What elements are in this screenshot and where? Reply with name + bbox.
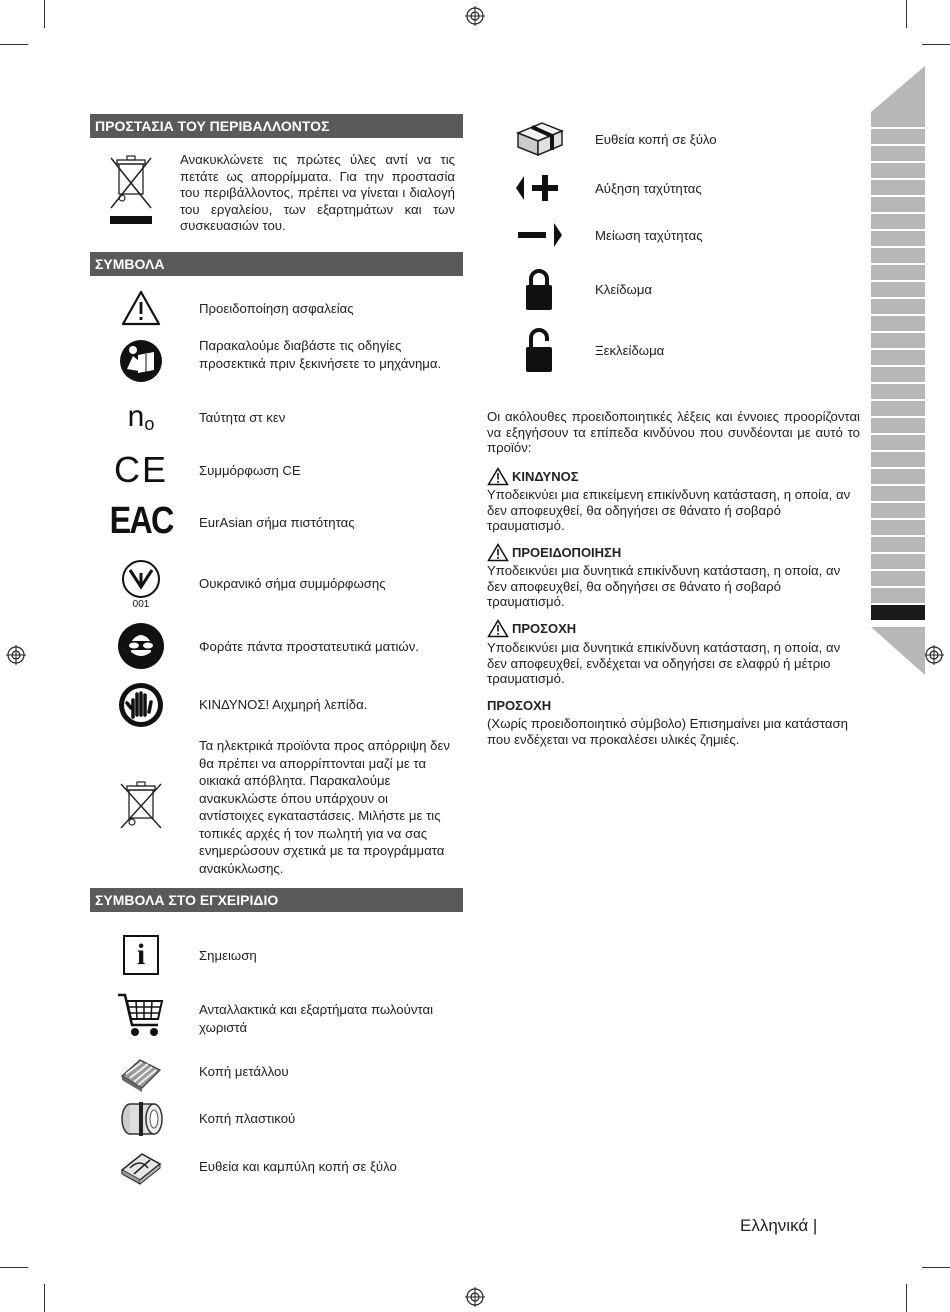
no-load-speed-icon <box>108 392 174 442</box>
no-load-speed-subscript: o <box>144 413 155 434</box>
language-tab <box>871 180 925 197</box>
section-heading-environment: ΠΡΟΣΤΑΣΙΑ ΤΟΥ ΠΕΡΙΒΑΛΛΟΝΤΟΣ <box>90 114 463 138</box>
symbol-text: Τα ηλεκτρικά προϊόντα προς απόρριψη δεν θα πρέπει να απορρίπτονται μαζί με τα οικιακά απόβλητα. Παρακαλούμε ανακυκλώστε όπου υπάρχουν οι αντίστοιχες εγκαταστάσεις. Μιλήστε με τις τοπικές αρχές ή τον πωλητή για να σας ενημερώσουν σχετικά με τα προγράμματα ανακύκλωσης. <box>199 738 450 876</box>
language-tab <box>871 248 925 265</box>
signal-text: Υποδεικνύει μια δυνητικά επικίνδυνη κατάσταση, η οποία, αν δεν αποφευχθεί, θα οδηγήσει σε θάνατο ή σοβαρό τραυματισμό. <box>487 563 841 609</box>
crop-mark <box>906 1284 907 1312</box>
registration-mark-icon <box>465 1287 485 1307</box>
ce-mark-glyph: CE <box>113 449 168 490</box>
symbol-text: Ανταλλακτικά και εξαρτήματα πωλούνται χωριστά <box>199 1002 434 1035</box>
metal-cutting-icon <box>108 1047 174 1097</box>
eac-mark-icon <box>108 496 174 546</box>
signal-text: Υποδεικνύει μια δυνητικά επικίνδυνη κατάσταση, η οποία, αν δεν αποφευχθεί, ενδέχεται να οδηγήσει σε ελαφρύ ή μέτριο τραυματισμό. <box>487 640 841 686</box>
signal-title-text: ΠΡΟΣΟΧΗ <box>487 698 552 713</box>
warning-triangle-icon <box>108 283 174 333</box>
crossed-bin-icon <box>108 154 154 226</box>
symbol-text: ΚΙΝΔΥΝΟΣ! Αιχμηρή λεπίδα. <box>199 697 368 712</box>
language-tab <box>871 112 925 129</box>
language-tab <box>871 316 925 333</box>
tab-strip-top <box>871 66 925 112</box>
language-tab <box>871 469 925 486</box>
right-symbol-text: Μείωση ταχύτητας <box>595 228 703 243</box>
right-symbol-text: Αύξηση ταχύτητας <box>595 181 702 196</box>
crop-mark <box>922 44 950 45</box>
language-tab <box>871 401 925 418</box>
right-symbol-text: Κλείδωμα <box>595 282 653 297</box>
page-language-footer: Ελληνικά | <box>740 1216 818 1235</box>
signal-text: (Χωρίς προειδοποιητικό σύμβολο) Επισημαίνει μια κατάσταση που ενδέχεται να προκαλέσει υλικές ζημιές. <box>487 716 848 747</box>
section-heading-manual-symbols: ΣΥΜΒΟΛΑ ΣΤΟ ΕΓΧΕΙΡΙΔΙΟ <box>90 888 463 912</box>
warning-triangle-icon <box>487 543 509 562</box>
symbol-text: Φοράτε πάντα προστατευτικά ματιών. <box>199 639 419 654</box>
warning-triangle-icon <box>487 619 509 638</box>
section-heading-symbols: ΣΥΜΒΟΛΑ <box>90 252 463 276</box>
ukraine-mark-number: 001 <box>132 598 150 610</box>
language-tab <box>871 197 925 214</box>
ukraine-mark-icon <box>108 554 174 614</box>
right-symbol-text: Ευθεία κοπή σε ξύλο <box>595 132 717 147</box>
language-tab <box>871 571 925 588</box>
wood-curve-cutting-icon <box>108 1141 174 1191</box>
speed-decrease-icon <box>512 213 566 257</box>
language-tab <box>871 129 925 146</box>
speed-increase-icon <box>512 166 566 210</box>
language-tab <box>871 299 925 316</box>
registration-mark-icon <box>465 6 485 26</box>
language-tab <box>871 214 925 231</box>
ce-mark-icon <box>108 445 174 495</box>
unlock-icon <box>512 326 566 374</box>
info-glyph: i <box>123 935 159 975</box>
signal-title <box>487 467 579 486</box>
language-tab <box>871 452 925 469</box>
right-symbol-text: Ξεκλείδωμα <box>595 343 665 358</box>
language-tab <box>871 265 925 282</box>
sharp-blade-hand-icon <box>108 680 174 730</box>
symbol-text: Ταύτητα στ κεν <box>199 410 286 425</box>
no-load-speed-glyph: n <box>127 400 145 433</box>
symbol-text: Προειδοποίηση ασφαλείας <box>199 301 354 316</box>
wood-straight-cut-icon <box>512 117 566 161</box>
language-tab <box>871 384 925 401</box>
crossed-bin-icon <box>118 780 164 830</box>
language-tab <box>871 537 925 554</box>
symbol-text: Σημειωση <box>199 948 257 963</box>
signal-title <box>487 619 576 638</box>
crop-mark <box>0 1267 28 1268</box>
warning-triangle-icon <box>487 467 509 486</box>
language-tab <box>871 367 925 384</box>
plastic-cutting-icon <box>108 1094 174 1144</box>
signal-text: Υποδεικνύει μια επικείμενη επικίνδυνη κατάσταση, η οποία, αν δεν αποφευχθεί, θα οδηγήσει σε θάνατο ή σοβαρό τραυματισμό. <box>487 487 851 533</box>
crop-mark <box>0 44 28 45</box>
crop-mark <box>922 1267 950 1268</box>
language-tab <box>871 163 925 180</box>
symbol-text: Συμμόρφωση CE <box>199 463 301 478</box>
signal-title-text: ΠΡΟΣΟΧΗ <box>512 621 577 636</box>
language-tab <box>871 554 925 571</box>
signal-title <box>487 543 621 562</box>
language-tab <box>871 418 925 435</box>
language-tab <box>871 146 925 163</box>
symbol-text: Ουκρανικό σήμα συμμόρφωσης <box>199 576 386 591</box>
symbol-text: Κοπή μετάλλου <box>199 1064 289 1079</box>
language-tab <box>871 486 925 503</box>
signal-title-text: ΠΡΟΕΙΔΟΠΟΙΗΣΗ <box>512 545 622 560</box>
language-tab <box>871 588 925 605</box>
language-tab <box>871 231 925 248</box>
read-manual-icon <box>108 336 174 386</box>
language-tab <box>871 282 925 299</box>
signal-intro: Οι ακόλουθες προειδοποιητικές λέξεις και έννοιες προορίζονται να εξηγήσουν τα επίπεδα κινδύνου που συνδέονται με αυτό το προϊόν: <box>487 409 860 455</box>
symbol-text: Παρακαλούμε διαβάστε τις οδηγίες προσεκτικά πριν ξεκινήσετε το μηχάνημα. <box>199 338 442 371</box>
crop-mark <box>44 0 45 28</box>
language-tab <box>871 605 925 622</box>
info-icon <box>108 930 174 980</box>
language-tab <box>871 333 925 350</box>
language-tab <box>871 435 925 452</box>
registration-mark-icon <box>6 645 26 665</box>
signal-title-text: ΚΙΝΔΥΝΟΣ <box>512 469 579 484</box>
symbol-text: EurAsian σήμα πιστότητας <box>199 515 355 530</box>
lock-icon <box>512 265 566 313</box>
symbol-text: Ευθεία και καμπύλη κοπή σε ξύλο <box>199 1159 397 1174</box>
environment-text: Ανακυκλώνετε τις πρώτες ύλες αντί να τις πετάτε ως απορρίμματα. Για την προστασία του περιβάλλοντος, πρέπει να γίνεται ι διαλογή του εργαλείου, των εξαρτημάτων και των συσκευασιών του. <box>180 152 455 233</box>
tab-strip-bottom <box>871 627 925 675</box>
language-tab <box>871 520 925 537</box>
language-tab <box>871 350 925 367</box>
signal-title <box>487 698 551 713</box>
language-tab <box>871 503 925 520</box>
crop-mark <box>906 0 907 28</box>
registration-mark-icon <box>924 645 944 665</box>
shopping-cart-icon <box>108 990 174 1040</box>
symbol-text: Κοπή πλαστικού <box>199 1111 296 1126</box>
safety-goggles-icon <box>108 621 174 671</box>
crop-mark <box>44 1284 45 1312</box>
eac-mark-glyph: EAC <box>109 499 173 542</box>
